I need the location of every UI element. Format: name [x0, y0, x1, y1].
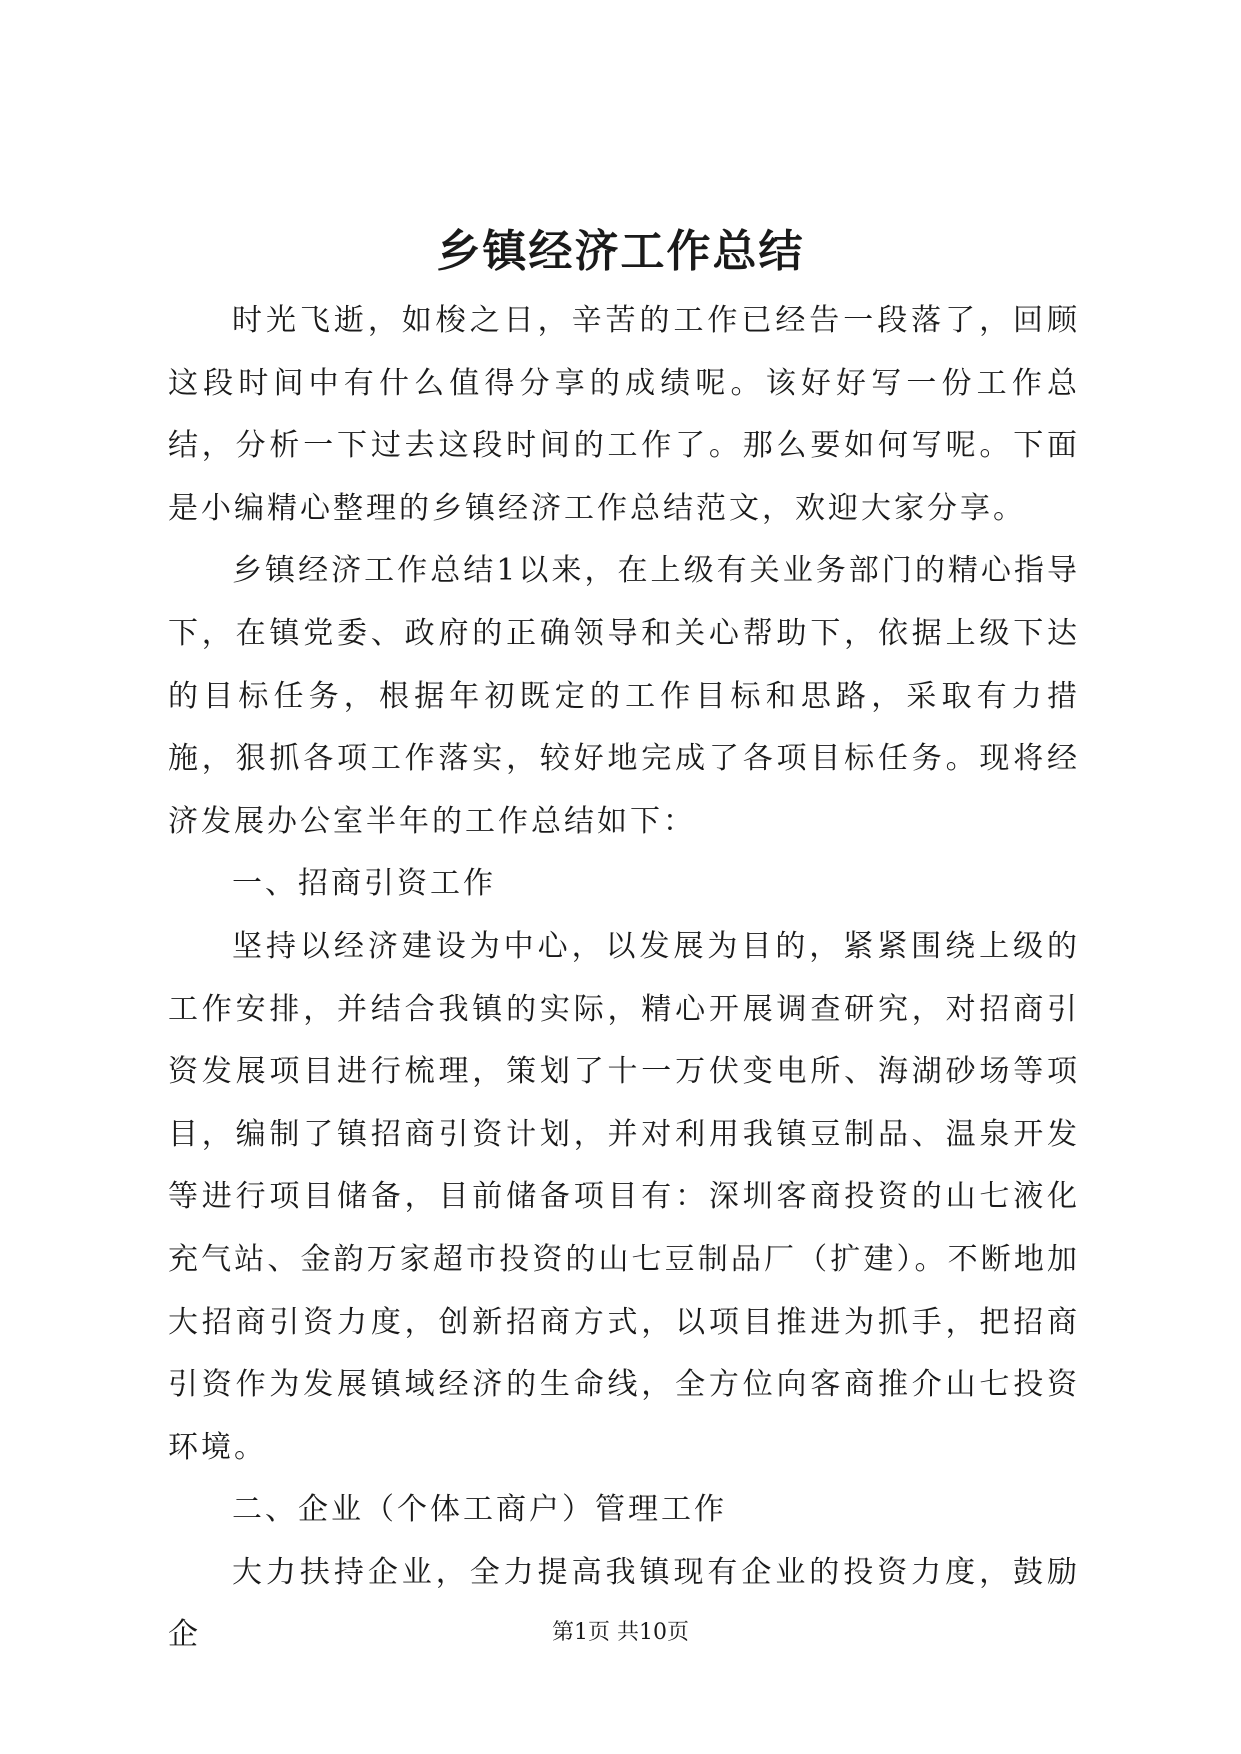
paragraph-intro: 时光飞逝，如梭之日，辛苦的工作已经告一段落了，回顾这段时间中有什么值得分享的成绩呢。该好好写一份工作总结，分析一下过去这段时间的工作了。那么要如何写呢。下面是小编精心整理的乡镇经济工作总结范文，欢迎大家分享。: [168, 303, 1080, 526]
section-heading-enterprise: 二、企业（个体工商户）管理工作: [232, 1492, 727, 1528]
paragraph-summary: 乡镇经济工作总结1以来，在上级有关业务部门的精心指导下，在镇党委、政府的正确领导和关心帮助下，依据上级下达的目标任务，根据年初既定的工作目标和思路，采取有力措施，狠抓各项工作落实，较好地完成了各项目标任务。现将经济发展办公室半年的工作总结如下：: [168, 553, 1080, 839]
page-footer: 第1页 共10页: [552, 1620, 689, 1645]
document-body: [168, 290, 1080, 1667]
document-title: 乡镇经济工作总结: [436, 226, 805, 277]
paragraph-enterprise: 大力扶持企业，全力提高我镇现有企业的投资力度，鼓励企: [168, 1554, 1080, 1653]
section-heading-investment: 一、招商引资工作: [232, 866, 496, 902]
paragraph-investment: 坚持以经济建设为中心，以发展为目的，紧紧围绕上级的工作安排，并结合我镇的实际，精心开展调查研究，对招商引资发展项目进行梳理，策划了十一万伏变电所、海湖砂场等项目，编制了镇招商引资计划，并对利用我镇豆制品、温泉开发等进行项目储备，目前储备项目有：深圳客商投资的山七液化充气站、金韵万家超市投资的山七豆制品厂（扩建）。不断地加大招商引资力度，创新招商方式，以项目推进为抓手，把招商引资作为发展镇域经济的生命线，全方位向客商推介山七投资环境。: [168, 928, 1080, 1465]
